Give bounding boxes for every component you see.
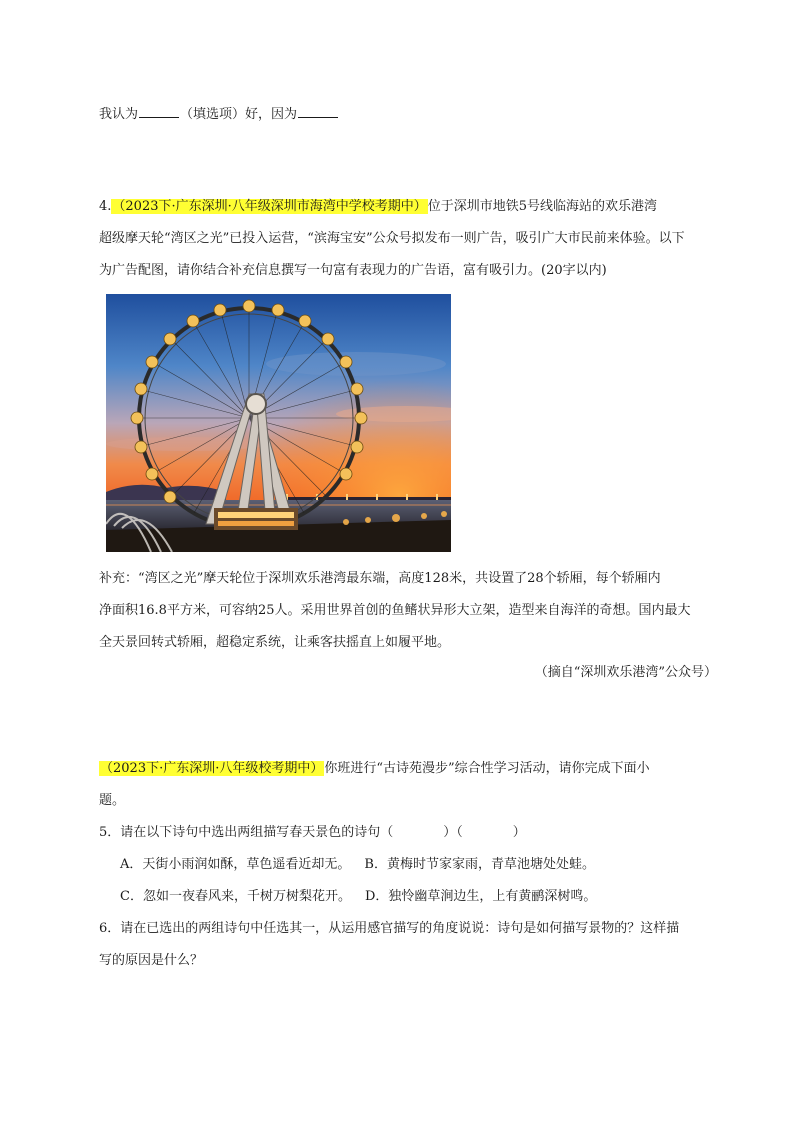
ferris-wheel-photo (106, 294, 451, 552)
question-5-options-row-1 (120, 856, 745, 874)
question-6-line-1: 6．请在已选出的两组诗句中任选其一，从运用感官描写的角度说说：诗句是如何描写景物的？这样描 (99, 921, 680, 936)
question-5-text: 5．请在以下诗句中选出两组描写春天景色的诗句（ (99, 825, 394, 840)
question-5-options-row-2 (120, 888, 745, 906)
group-intro-text: 你班进行“古诗苑漫步”综合性学习活动，请你完成下面小 (324, 761, 650, 776)
group-intro-line-2: 题。 (99, 793, 126, 808)
source-tag-highlight-2: （2023下·广东深圳·八年级校考期中） (100, 761, 324, 776)
answer-line-q3 (99, 103, 724, 124)
group-intro-line-1 (99, 760, 724, 778)
answer-middle: （填选项）好，因为 (180, 107, 298, 122)
question-text: 位于深圳市地铁5号线临海站的欢乐港湾 (427, 199, 658, 214)
supplement-source: （摘自“深圳欢乐港湾”公众号） (534, 665, 717, 680)
supplement-line-2: 净面积16.8平方米，可容纳25人。采用世界首创的鱼鳍状异形大立架，造型来自海洋的奇想。国内最大 (99, 603, 691, 618)
option-b: B．黄梅时节家家雨，青草池塘处处蛙。 (364, 857, 595, 872)
question-number: 4. (99, 199, 112, 214)
answer-blank-1[interactable] (139, 103, 179, 118)
source-tag-highlight: （2023下·广东深圳·八年级深圳市海湾中学校考期中） (112, 199, 427, 214)
supplement-line-1: 补充：“湾区之光”摩天轮位于深圳欢乐港湾最东端，高度128米，共设置了28个轿厢，每个轿厢内 (99, 571, 661, 586)
question-4-line-2: 超级摩天轮“湾区之光”已投入运营，“滨海宝安”公众号拟发布一则广告，吸引广大市民前来体验。以下 (99, 231, 685, 246)
question-4-line-3: 为广告配图，请你结合补充信息撰写一句富有表现力的广告语，富有吸引力。(20字以内) (99, 263, 607, 278)
option-d: D．独怜幽草涧边生，上有黄鹂深树鸣。 (364, 889, 597, 904)
paren-end: ） (512, 825, 526, 840)
answer-blank-2[interactable] (298, 103, 338, 118)
answer-prefix: 我认为 (99, 107, 139, 122)
option-c: C．忽如一夜春风来，千树万树梨花开。 (120, 889, 351, 904)
option-a: A．天街小雨润如酥，草色遥看近却无。 (120, 857, 351, 872)
question-4-line-1 (99, 198, 724, 216)
question-6-line-2: 写的原因是什么？ (99, 953, 204, 968)
supplement-line-3: 全天景回转式轿厢，超稳定系统，让乘客扶摇直上如履平地。 (99, 635, 451, 650)
question-5-stem (99, 824, 724, 842)
paren-mid: ）（ (443, 825, 463, 840)
